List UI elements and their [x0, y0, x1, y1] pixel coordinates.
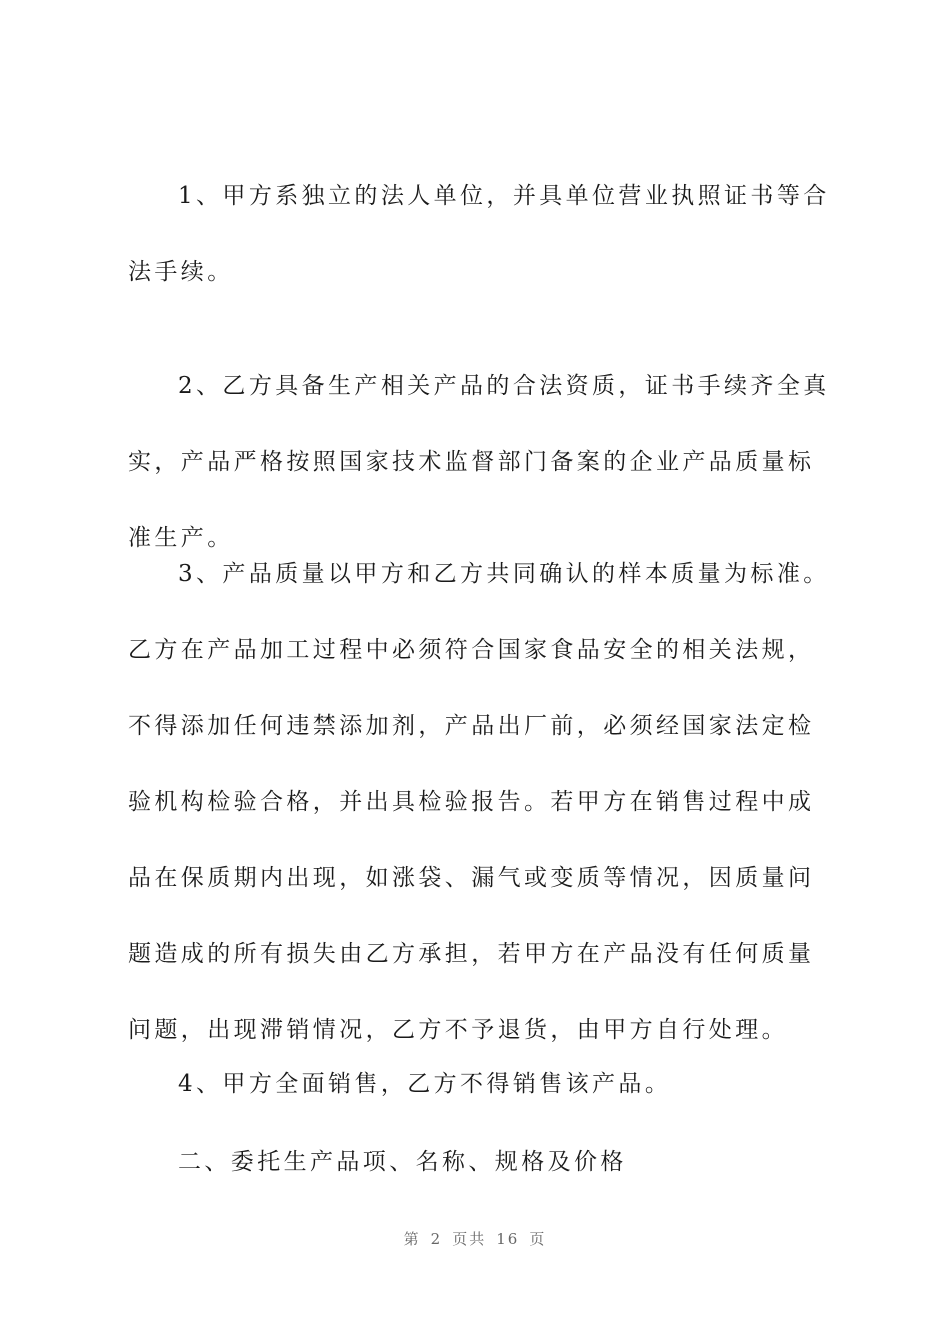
footer-total-pages: 16	[496, 1230, 520, 1248]
paragraph-clause-1: 1、甲方系独立的法人单位，并具单位营业执照证书等合法手续。	[128, 183, 830, 285]
footer-current-page: 2	[430, 1230, 443, 1248]
paragraph-clause-4: 4、甲方全面销售，乙方不得销售该产品。	[178, 1071, 672, 1097]
footer-suffix: 页	[529, 1230, 547, 1248]
section-heading-2: 二、委托生产品项、名称、规格及价格	[178, 1149, 627, 1175]
paragraph-clause-2: 2、乙方具备生产相关产品的合法资质，证书手续齐全真实，产品严格按照国家技术监督部门备案的企业产品质量标准生产。	[128, 373, 830, 551]
footer-prefix: 第	[403, 1230, 421, 1248]
page-footer	[0, 1228, 950, 1249]
footer-middle: 页共	[452, 1230, 487, 1248]
paragraph-clause-3: 3、产品质量以甲方和乙方共同确认的样本质量为标准。乙方在产品加工过程中必须符合国家食品安全的相关法规，不得添加任何违禁添加剂，产品出厂前，必须经国家法定检验机构检验合格，并出具检验报告。若甲方在销售过程中成品在保质期内出现，如涨袋、漏气或变质等情况，因质量问题造成的所有损失由乙方承担，若甲方在产品没有任何质量问题，出现滞销情况，乙方不予退货，由甲方自行处理。	[128, 561, 830, 1043]
